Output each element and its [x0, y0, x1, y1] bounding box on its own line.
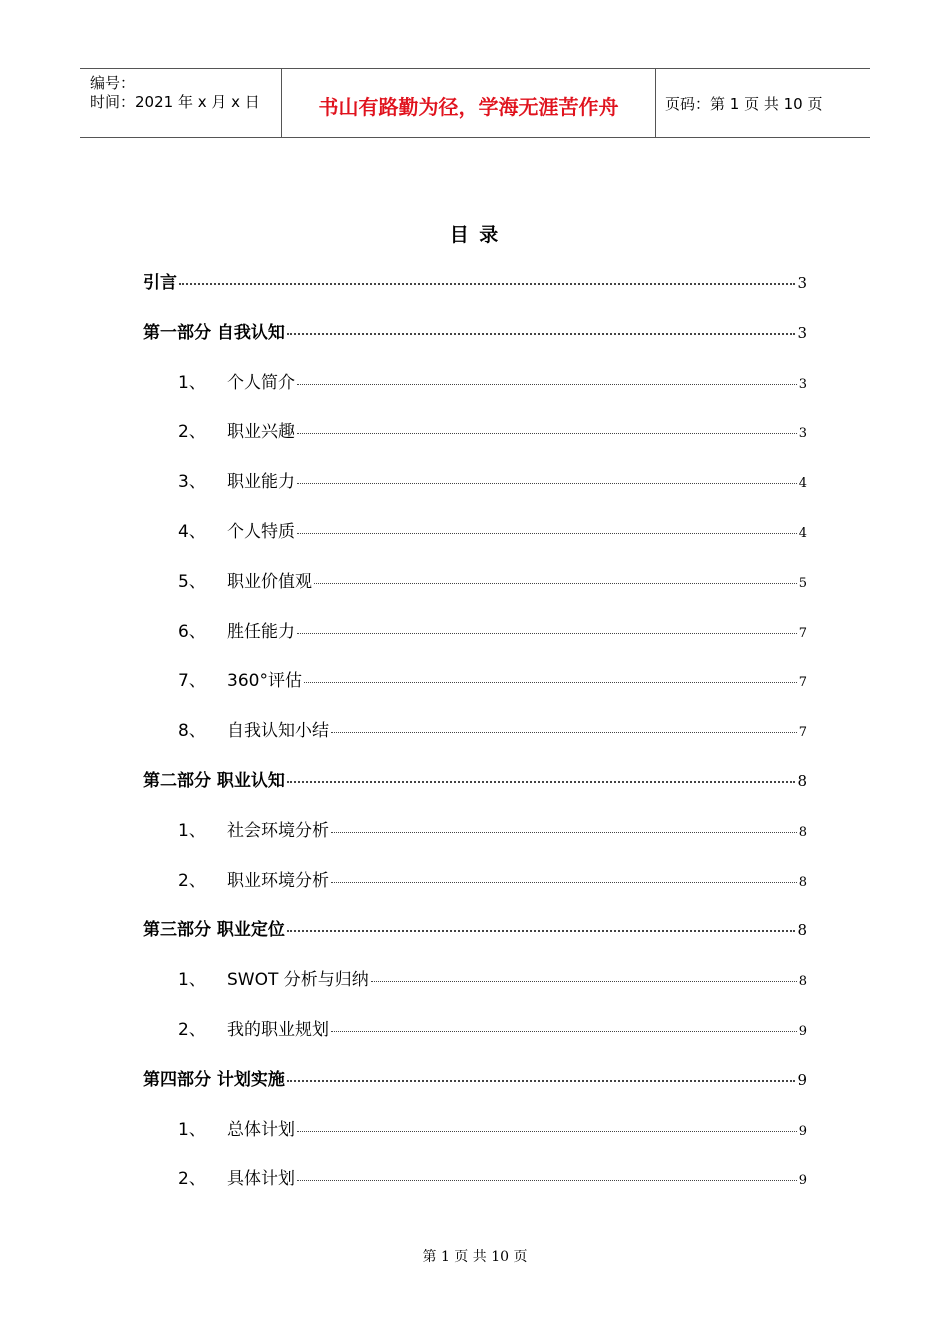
toc-page-number: 8 — [797, 771, 807, 790]
page-footer: 第 1 页 共 10 页 — [422, 1249, 528, 1265]
toc-subsection-entry[interactable] — [143, 467, 807, 517]
header-page-cell — [655, 69, 870, 137]
toc-page-number: 4 — [798, 476, 807, 492]
toc-page-number: 8 — [797, 921, 807, 940]
toc-leader-dots — [314, 583, 797, 584]
toc-section-entry[interactable] — [143, 915, 807, 965]
toc-entry-title: 第二部分 职业认知 — [143, 770, 285, 791]
toc-entry-title: SWOT 分析与归纳 — [227, 970, 369, 991]
toc-page-number: 3 — [797, 274, 807, 292]
toc-leader-dots — [287, 333, 796, 335]
toc-entry-number: 5、 — [178, 571, 206, 592]
toc-entry-number: 1、 — [178, 372, 206, 393]
toc-leader-dots — [297, 1131, 797, 1132]
toc-entry-number: 8、 — [178, 721, 206, 742]
toc-subsection-entry[interactable] — [143, 866, 807, 916]
toc-entry-title: 胜任能力 — [227, 621, 295, 642]
toc-entry-number: 2、 — [178, 422, 206, 443]
toc-entry-number: 2、 — [178, 1169, 206, 1190]
toc-leader-dots — [297, 384, 797, 385]
toc-section-entry[interactable] — [143, 268, 807, 318]
toc-subsection-entry[interactable] — [143, 816, 807, 866]
toc-page-number: 9 — [798, 1173, 807, 1189]
toc-subsection-entry[interactable] — [143, 368, 807, 418]
toc-section-entry[interactable] — [143, 1065, 807, 1115]
toc-title: 目 录 — [449, 224, 501, 246]
toc-entry-number: 6、 — [178, 621, 206, 642]
toc-entry-number: 1、 — [178, 820, 206, 841]
toc-entry-title: 职业能力 — [227, 472, 295, 493]
toc-entry-title: 第一部分 自我认知 — [143, 322, 285, 343]
toc-leader-dots — [297, 433, 797, 434]
toc-leader-dots — [371, 981, 797, 982]
toc-subsection-entry[interactable] — [143, 716, 807, 766]
toc-entry-title: 社会环境分析 — [227, 820, 329, 841]
toc-entry-title: 具体计划 — [227, 1169, 295, 1190]
toc-page-number: 5 — [798, 575, 807, 591]
toc-page-number: 4 — [798, 525, 807, 541]
toc-leader-dots — [287, 1080, 796, 1082]
toc-subsection-entry[interactable] — [143, 617, 807, 667]
toc-section-entry[interactable] — [143, 318, 807, 368]
toc-subsection-entry[interactable] — [143, 1015, 807, 1065]
header-page-info: 页码：第 1 页 共 10 页 — [665, 95, 823, 113]
toc-leader-dots — [297, 1180, 797, 1181]
toc-page-number: 8 — [798, 824, 807, 840]
toc-leader-dots — [331, 882, 797, 883]
toc-subsection-entry[interactable] — [143, 965, 807, 1015]
toc-page-number: 3 — [798, 376, 807, 392]
toc-leader-dots — [331, 732, 797, 733]
toc-page-number: 9 — [797, 1070, 807, 1089]
toc-entry-title: 职业兴趣 — [227, 422, 295, 443]
toc-entry-title: 我的职业规划 — [227, 1019, 329, 1040]
toc-leader-dots — [304, 682, 797, 683]
toc-page-number: 7 — [798, 725, 807, 741]
toc-page-number: 7 — [798, 675, 807, 691]
toc-subsection-entry[interactable] — [143, 567, 807, 617]
serial-label: 编号： — [90, 74, 136, 92]
toc-subsection-entry[interactable] — [143, 517, 807, 567]
toc-subsection-entry[interactable] — [143, 666, 807, 716]
toc-subsection-entry[interactable] — [143, 417, 807, 467]
page-header — [80, 68, 870, 138]
toc-entry-title: 360°评估 — [227, 671, 302, 692]
toc-entry-number: 1、 — [178, 1119, 206, 1140]
toc-leader-dots — [287, 781, 796, 783]
toc-entry-number: 2、 — [178, 1019, 206, 1040]
toc-subsection-entry[interactable] — [143, 1115, 807, 1165]
header-motto: 书山有路勤为径，学海无涯苦作舟 — [318, 95, 619, 119]
toc-page-number: 9 — [798, 1023, 807, 1039]
toc-entry-title: 个人特质 — [227, 521, 295, 542]
toc-entry-title: 个人简介 — [227, 372, 295, 393]
toc-leader-dots — [297, 533, 797, 534]
table-of-contents — [143, 268, 807, 1214]
toc-leader-dots — [331, 832, 797, 833]
toc-page-number: 3 — [797, 323, 807, 342]
toc-entry-title: 自我认知小结 — [227, 721, 329, 742]
toc-leader-dots — [297, 483, 797, 484]
date-label: 时间：2021 年 x 月 x 日 — [90, 93, 260, 111]
toc-entry-number: 1、 — [178, 970, 206, 991]
toc-page-number: 8 — [798, 874, 807, 890]
toc-entry-title: 职业价值观 — [227, 571, 312, 592]
toc-leader-dots — [179, 283, 795, 285]
toc-entry-title: 第四部分 计划实施 — [143, 1069, 285, 1090]
toc-entry-title: 引言 — [143, 273, 177, 293]
toc-entry-title: 职业环境分析 — [227, 870, 329, 891]
toc-page-number: 7 — [798, 625, 807, 641]
toc-page-number: 8 — [798, 974, 807, 990]
toc-leader-dots — [287, 930, 796, 932]
toc-subsection-entry[interactable] — [143, 1164, 807, 1214]
toc-entry-number: 7、 — [178, 671, 206, 692]
toc-entry-number: 2、 — [178, 870, 206, 891]
header-meta-cell — [80, 69, 281, 137]
toc-leader-dots — [331, 1031, 797, 1032]
toc-page-number: 3 — [798, 426, 807, 442]
toc-section-entry[interactable] — [143, 766, 807, 816]
toc-entry-number: 3、 — [178, 472, 206, 493]
toc-page-number: 9 — [798, 1123, 807, 1139]
header-motto-cell — [281, 69, 656, 137]
toc-entry-title: 总体计划 — [227, 1119, 295, 1140]
toc-entry-title: 第三部分 职业定位 — [143, 920, 285, 941]
toc-leader-dots — [297, 633, 797, 634]
toc-entry-number: 4、 — [178, 521, 206, 542]
